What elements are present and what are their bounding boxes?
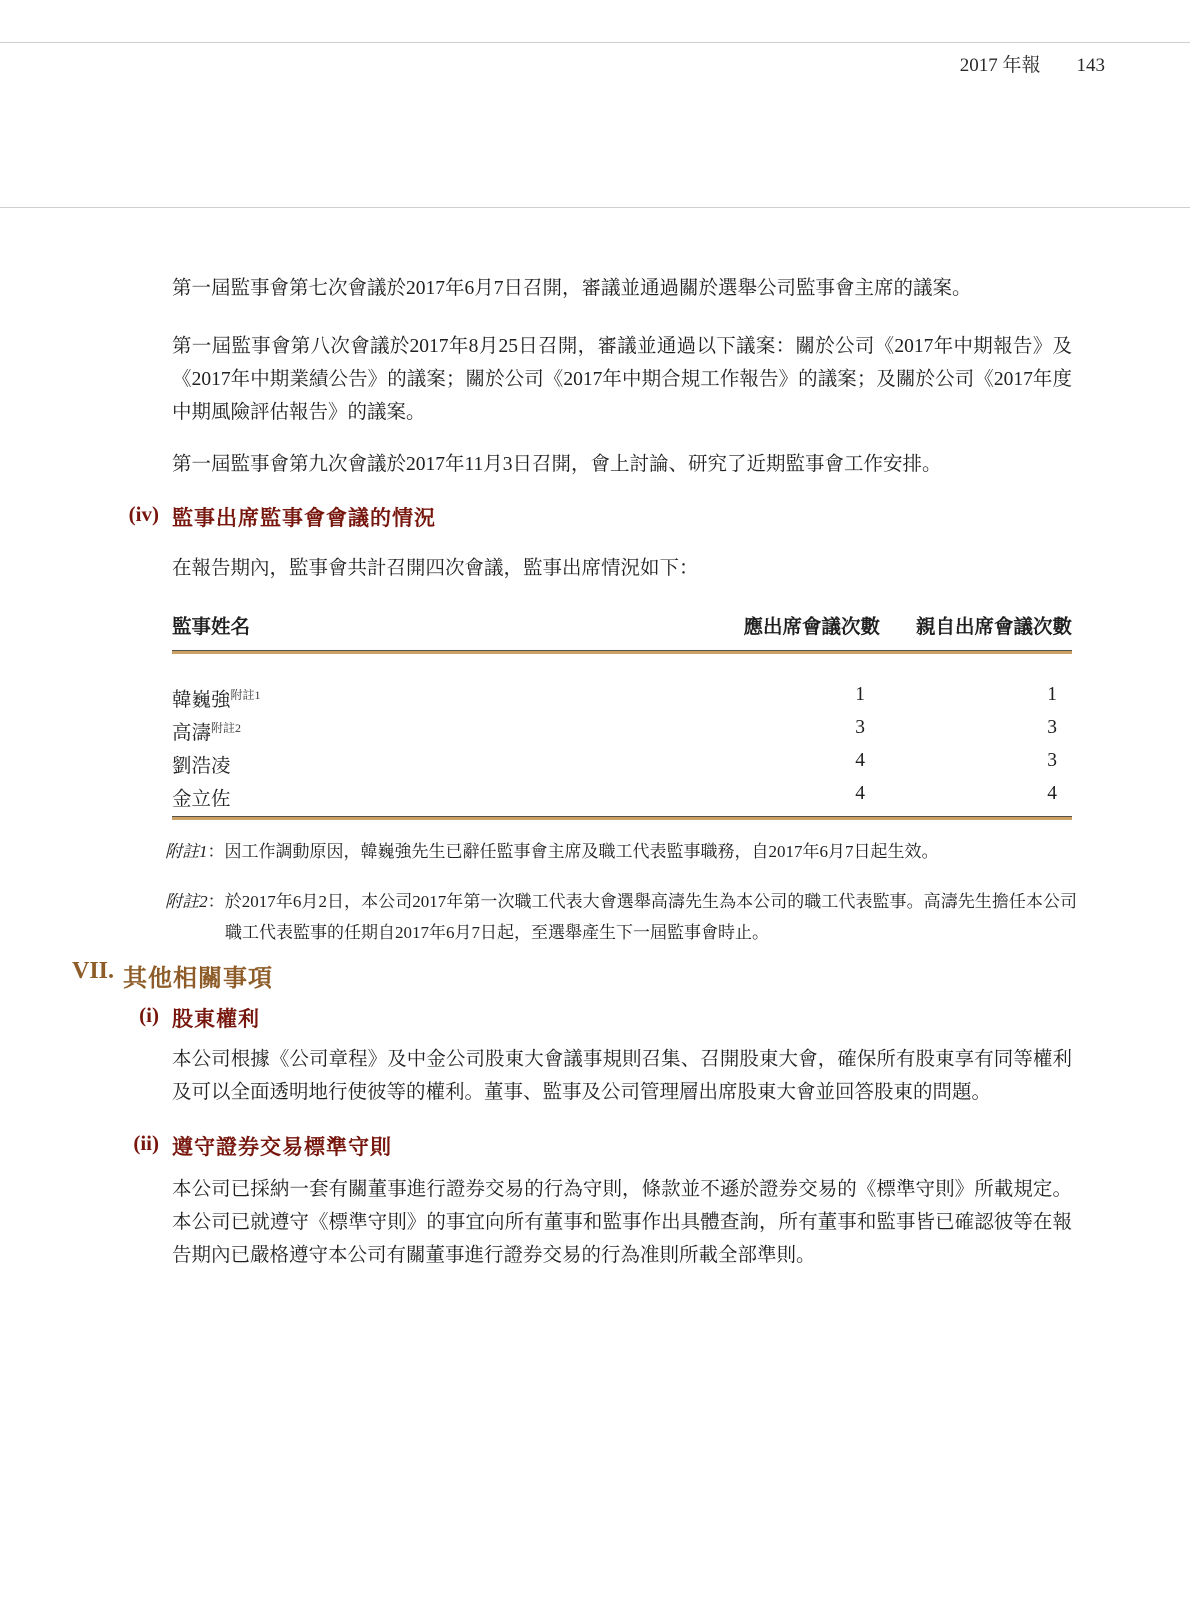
running-head (960, 50, 1105, 77)
section-vii-label: VII. (71, 958, 114, 984)
meetings-required-value: 1 (855, 684, 865, 705)
subsection-i-body: 本公司根據《公司章程》及中金公司股東大會議事規則召集、召開股東大會，確保所有股東享有同等權利及可以全面透明地行使彼等的權利。董事、監事及公司管理層出席股東大會並回答股東的問題。 (172, 1049, 1072, 1103)
column-header-meetings-attended: 親自出席會議次數 (915, 617, 1072, 638)
footnote-2 (165, 886, 1077, 948)
note-reference: 附註2 (211, 721, 242, 735)
attendance-intro: 在報告期內，監事會共計召開四次會議，監事出席情況如下： (172, 558, 699, 579)
note-reference: 附註1 (230, 688, 261, 702)
section-iv-heading (128, 502, 436, 532)
column-header-supervisor-name: 監事姓名 (172, 617, 251, 638)
meetings-attended-value: 1 (1047, 684, 1057, 705)
section-vii-heading (71, 958, 273, 993)
subsection-ii-body: 本公司已採納一套有關董事進行證券交易的行為守則，條款並不遜於證券交易的《標準守則》所載規定。本公司已就遵守《標準守則》的事宜向所有董事和監事作出具體查詢，所有董事和監事皆已確認彼等在報告期內已嚴格遵守本公司有關董事進行證券交易的行為准則所載全部準則。 (172, 1179, 1072, 1266)
footnote-1-separator: ： (207, 842, 225, 861)
column-header-meetings-required: 應出席會議次數 (743, 617, 880, 638)
header-divider-line (0, 207, 1190, 208)
supervisor-name (172, 684, 690, 712)
footnote-2-separator: ： (207, 892, 225, 911)
meetings-required-value: 3 (855, 717, 865, 738)
meetings-required-value: 4 (855, 750, 865, 771)
paragraph-meeting-8: 第一屆監事會第八次會議於2017年8月25日召開，審議並通過以下議案：關於公司《2017年中期報告》及《2017年中期業績公告》的議案；關於公司《2017年中期合規工作報告》的議案；及關於公司《2017年度中期風險評估報告》的議案。 (172, 336, 1072, 423)
table-row (172, 717, 1072, 750)
footnote-2-label: 附註2 (165, 892, 208, 911)
supervisor-name (172, 783, 690, 811)
footnote-1 (165, 836, 1077, 867)
meetings-attended-value: 3 (1047, 750, 1057, 771)
section-iv-label: (iv) (128, 502, 159, 526)
supervisor-name-text: 韓巍強 (172, 690, 231, 711)
table-spacer (172, 654, 1072, 684)
table-bottom-rule (172, 816, 1072, 820)
table-row (172, 750, 1072, 783)
meetings-required-value: 4 (855, 783, 865, 804)
report-title: 2017 年報 (959, 55, 1041, 76)
footnote-2-text: 於2017年6月2日，本公司2017年第一次職工代表大會選舉高濤先生為本公司的職工代表監事。高濤先生擔任本公司職工代表監事的任期自2017年6月7日起，至選舉產生下一屆監事會時止。 (224, 892, 1078, 942)
page-number: 143 (1076, 55, 1105, 76)
footnote-1-label: 附註1 (165, 842, 208, 861)
attendance-table-header (172, 611, 1072, 650)
table-row (172, 783, 1072, 816)
subsection-ii-title: 遵守證券交易標準守則 (172, 1135, 392, 1159)
supervisor-name (172, 750, 690, 778)
meetings-attended-value: 3 (1047, 717, 1057, 738)
subsection-i-heading (139, 1003, 260, 1033)
supervisor-name-text: 金立佐 (172, 789, 231, 810)
meetings-attended-value: 4 (1047, 783, 1057, 804)
section-iv-title: 監事出席監事會會議的情況 (172, 506, 436, 530)
paragraph-meeting-7: 第一屆監事會第七次會議於2017年6月7日召開，審議並通過關於選舉公司監事會主席的議案。 (172, 278, 972, 299)
section-vii-title: 其他相關事項 (123, 966, 273, 992)
supervisor-name-text: 劉浩凌 (172, 756, 231, 777)
supervisor-name-text: 高濤 (172, 723, 212, 744)
attendance-table (172, 611, 1072, 820)
subsection-i-label: (i) (139, 1003, 159, 1027)
subsection-ii-label: (ii) (133, 1131, 159, 1155)
subsection-i-title: 股東權利 (172, 1007, 260, 1031)
subsection-ii-heading (133, 1131, 392, 1161)
table-row (172, 684, 1072, 717)
top-divider-line (0, 42, 1190, 43)
footnote-1-text: 因工作調動原因，韓巍強先生已辭任監事會主席及職工代表監事職務，自2017年6月7日起生效。 (224, 842, 939, 861)
paragraph-meeting-9: 第一屆監事會第九次會議於2017年11月3日召開，會上討論、研究了近期監事會工作安排。 (172, 454, 942, 475)
supervisor-name (172, 717, 690, 745)
